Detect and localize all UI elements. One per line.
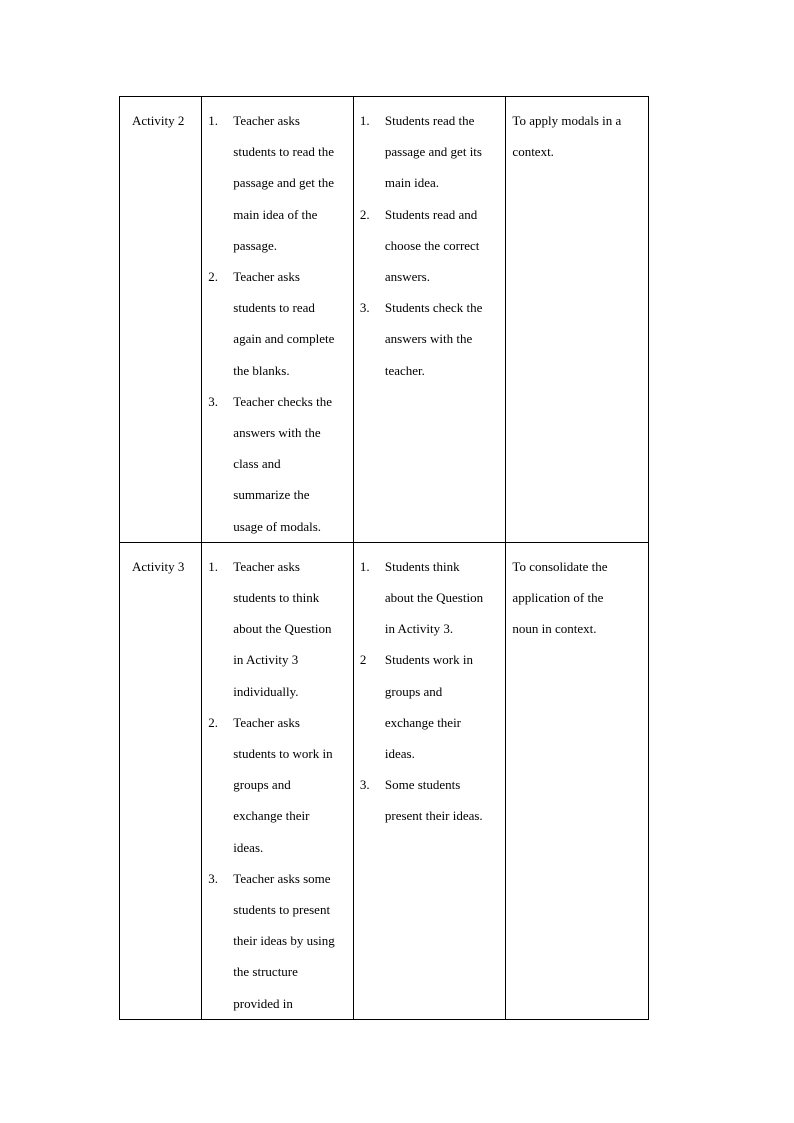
student-activity-cell [353, 97, 506, 543]
purpose-text [506, 97, 648, 167]
purpose-line: noun in context. [512, 621, 597, 637]
step-number: 1. [208, 113, 219, 128]
step-line: main idea of the [233, 206, 318, 222]
step-line: students to work in [233, 746, 333, 762]
step-line: answers with the [384, 331, 473, 347]
teacher-activity-cell [202, 542, 354, 1019]
purpose-line: context. [512, 144, 554, 160]
step-line: students to present [233, 902, 331, 918]
step-line: groups and [384, 683, 443, 699]
step-line: passage and get the [233, 175, 335, 191]
step-line: teacher. [384, 362, 425, 378]
step-line: in Activity 3 [233, 652, 299, 668]
list-item [208, 386, 349, 542]
step-line: groups and [233, 777, 291, 793]
activity-cell [120, 97, 202, 543]
step-line: usage of modals. [233, 518, 322, 534]
student-steps-list [354, 97, 506, 386]
list-item [360, 644, 502, 769]
step-number: 3. [359, 777, 370, 793]
step-text [233, 551, 349, 707]
step-line: Students check the [384, 300, 483, 316]
list-item [208, 707, 349, 863]
step-text [385, 199, 502, 293]
step-number: 1. [359, 113, 370, 128]
list-item [360, 769, 502, 831]
step-text [385, 551, 502, 645]
step-line: Teacher asks [233, 269, 300, 285]
step-line: Teacher asks [233, 558, 300, 574]
table-row [120, 542, 649, 1019]
step-line: summarize the [233, 487, 310, 503]
step-text [233, 707, 349, 863]
step-line: answers. [384, 269, 430, 285]
list-item [360, 292, 502, 386]
step-line: in Activity 3. [384, 621, 454, 637]
step-line: main idea. [384, 175, 440, 191]
purpose-line: application of the [512, 590, 604, 606]
step-line: Some students [384, 777, 461, 793]
step-text [385, 105, 502, 199]
teacher-activity-cell [202, 97, 354, 543]
step-number: 2. [208, 714, 219, 730]
step-line: Students think [384, 558, 460, 574]
step-line: exchange their [233, 808, 310, 824]
step-number: 3. [359, 300, 370, 316]
list-item [208, 863, 349, 1019]
step-line: class and [233, 456, 281, 472]
step-number: 1. [359, 558, 370, 574]
list-item [208, 105, 349, 261]
step-line: Teacher asks [233, 113, 300, 128]
step-line: ideas. [384, 746, 415, 762]
list-item [208, 261, 349, 386]
step-line: present their ideas. [384, 808, 483, 824]
step-line: Students work in [384, 652, 473, 668]
list-item [360, 551, 502, 645]
step-line: Teacher checks the [233, 393, 332, 409]
activity-label: Activity 3 [132, 558, 185, 574]
step-text [385, 644, 502, 769]
table-row [120, 97, 649, 543]
list-item [208, 551, 349, 707]
teacher-steps-list [202, 97, 353, 542]
step-line: choose the correct [384, 237, 480, 253]
step-line: about the Question [384, 590, 484, 606]
step-line: the structure [233, 964, 298, 980]
step-line: the blanks. [233, 362, 290, 378]
step-text [233, 261, 349, 386]
step-line: ideas. [233, 839, 264, 855]
step-text [233, 386, 349, 542]
step-line: students to read the [233, 144, 335, 160]
step-line: Students read the [384, 113, 475, 128]
step-number: 1. [208, 558, 219, 574]
purpose-text [506, 543, 648, 645]
list-item [360, 105, 502, 199]
step-number: 2 [359, 652, 367, 668]
student-steps-list [354, 543, 506, 832]
step-text [233, 105, 349, 261]
step-line: again and complete [233, 331, 335, 347]
step-line: Students read and [384, 206, 478, 222]
step-line: answers with the [233, 425, 321, 441]
purpose-cell [506, 97, 649, 543]
purpose-line: To apply modals in a [512, 113, 622, 128]
step-number: 3. [208, 870, 219, 886]
step-line: Teacher asks [233, 714, 300, 730]
step-line: students to read [233, 300, 315, 316]
activity-cell [120, 542, 202, 1019]
purpose-line: To consolidate the [512, 558, 608, 574]
step-line: passage. [233, 237, 277, 253]
step-line: passage and get its [384, 144, 482, 160]
step-line: their ideas by using [233, 933, 335, 949]
step-number: 2. [208, 269, 219, 285]
step-text [385, 292, 502, 386]
step-line: individually. [233, 683, 299, 699]
step-number: 2. [359, 206, 370, 222]
step-line: Teacher asks some [233, 870, 331, 886]
student-activity-cell [353, 542, 506, 1019]
activity-label: Activity 2 [132, 113, 185, 128]
step-line: exchange their [384, 714, 462, 730]
step-line: provided in [233, 995, 293, 1011]
step-text [385, 769, 502, 831]
step-number: 3. [208, 393, 219, 409]
teacher-steps-list [202, 543, 353, 1019]
list-item [360, 199, 502, 293]
activity-table [119, 96, 649, 1020]
step-line: about the Question [233, 621, 332, 637]
purpose-cell [506, 542, 649, 1019]
step-line: students to think [233, 590, 320, 606]
step-text [233, 863, 349, 1019]
